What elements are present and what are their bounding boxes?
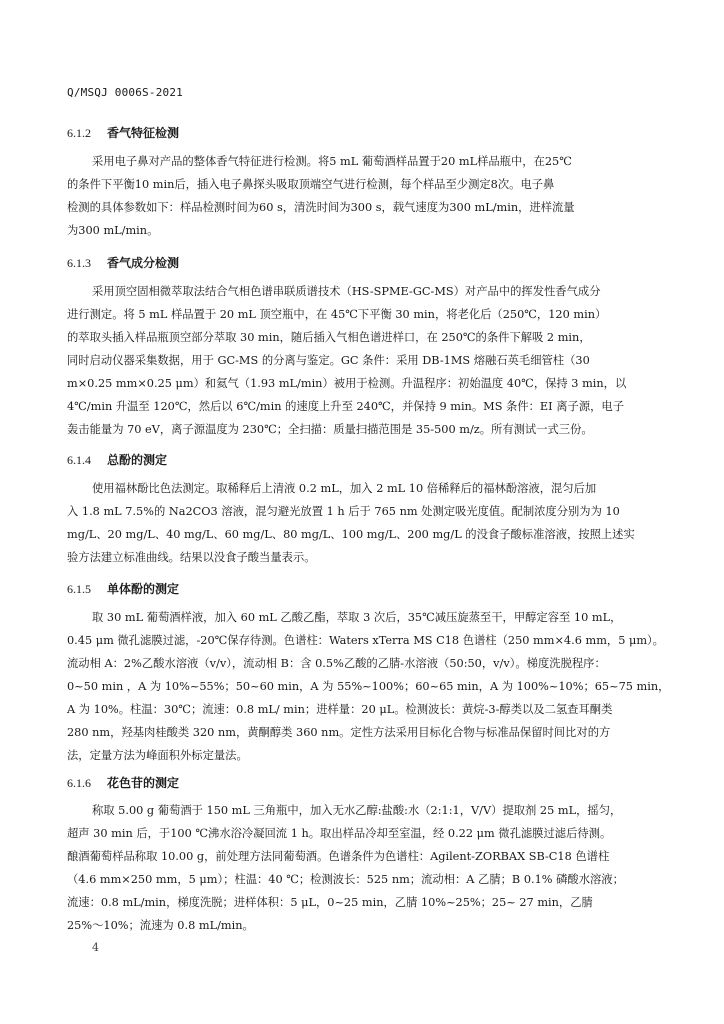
- section-number: 6.1.5: [67, 582, 91, 596]
- paragraph-line: 验方法建立标准曲线。结果以没食子酸当量表示。: [67, 551, 316, 564]
- section-number: 6.1.6: [67, 776, 91, 790]
- paragraph-line: 280 nm，羟基肉桂酸类 320 nm，黄酮醇类 360 nm。定性方法采用目标化合物与标准品保留时间比对的方: [67, 726, 611, 739]
- paragraph-line: 进行测定。将 5 mL 样品置于 20 mL 顶空瓶中，在 45℃下平衡 30 min，将老化后（250℃，120 min）: [67, 308, 607, 321]
- paragraph-line: 检测的具体参数如下：样品检测时间为60 s，清洗时间为300 s，载气速度为300 mL/min，进样流量: [67, 201, 575, 214]
- paragraph-line: 轰击能量为 70 eV，离子源温度为 230℃；全扫描：质量扫描范围是 35-500 m/z。所有测试一式三份。: [67, 423, 593, 436]
- paragraph-line: A 为 10%。柱温：30℃；流速：0.8 mL/ min；进样量：20 μL。检测波长：黄烷-3-醇类以及二氢查耳酮类: [67, 703, 613, 716]
- section-title: 单体酚的测定: [107, 582, 180, 596]
- paragraph-line: 酿酒葡萄样品称取 10.00 g，前处理方法同葡萄酒。色谱条件为色谱柱：Agilent-ZORBAX SB-C18 色谱柱: [67, 850, 610, 863]
- paragraph-line: （4.6 mm×250 mm，5 μm）；柱温：40 ℃；检测波长：525 nm；流动相：A 乙腈；B 0.1% 磷酸水溶液；: [67, 873, 624, 886]
- paragraph-line: 流动相 A：2%乙酸水溶液（v/v），流动相 B：含 0.5%乙酸的乙腈-水溶液（50:50，v/v）。梯度洗脱程序：: [67, 657, 606, 670]
- paragraph-line: 流速：0.8 mL/min，梯度洗脱；进样体积：5 μL，0~25 min，乙腈 10%~25%；25~ 27 min，乙腈: [67, 896, 593, 909]
- paragraph-line: 采用顶空固相微萃取法结合气相色谱串联质谱技术（HS-SPME-GC-MS）对产品中的挥发性香气成分: [92, 285, 601, 298]
- paragraph-line: 4℃/min 升温至 120℃，然后以 6℃/min 的速度上升至 240℃，并保持 9 min。MS 条件：EI 离子源，电子: [67, 400, 625, 413]
- paragraph-line: 为300 mL/min。: [67, 224, 159, 237]
- paragraph-line: 称取 5.00 g 葡萄酒于 150 mL 三角瓶中，加入无水乙醇:盐酸:水（2:1:1，V/V）提取剂 25 mL，摇匀，: [92, 804, 622, 817]
- section-number: 6.1.3: [67, 256, 91, 270]
- paragraph-line: 入 1.8 mL 7.5%的 Na2CO3 溶液，混匀避光放置 1 h 后于 765 nm 处测定吸光度值。配制浓度分别为为 10: [67, 505, 620, 518]
- section-title: 花色苷的测定: [107, 776, 180, 790]
- section-title: 总酚的测定: [107, 453, 168, 467]
- page-number: 4: [92, 941, 99, 954]
- section-title: 香气成分检测: [107, 256, 180, 270]
- section-title: 香气特征检测: [107, 126, 180, 140]
- paragraph-line: 0.45 μm 微孔滤膜过滤，-20℃保存待测。色谱柱：Waters xTerra MS C18 色谱柱（250 mm×4.6 mm，5 μm）。: [67, 634, 664, 647]
- section-heading-6-1-3: [67, 254, 179, 271]
- paragraph-line: 使用福林酚比色法测定。取稀释后上清液 0.2 mL，加入 2 mL 10 倍稀释后的福林酚溶液，混匀后加: [92, 482, 597, 495]
- paragraph-line: 同时启动仪器采集数据，用于 GC-MS 的分离与鉴定。GC 条件：采用 DB-1MS 熔融石英毛细管柱（30: [67, 354, 590, 367]
- paragraph-line: 超声 30 min 后，于100 ℃沸水浴冷凝回流 1 h。取出样品冷却至室温，经 0.22 μm 微孔滤膜过滤后待测。: [67, 827, 612, 840]
- paragraph-line: mg/L、20 mg/L、40 mg/L、60 mg/L、80 mg/L、100 mg/L、200 mg/L 的没食子酸标准溶液，按照上述实: [67, 528, 635, 541]
- section-heading-6-1-2: [67, 124, 179, 141]
- paragraph-line: 法，定量方法为峰面积外标定量法。: [67, 749, 248, 762]
- section-number: 6.1.4: [67, 453, 91, 467]
- paragraph-line: 取 30 mL 葡萄酒样液，加入 60 mL 乙酸乙酯，萃取 3 次后，35℃减压旋蒸至干，甲醇定容至 10 mL，: [92, 611, 622, 624]
- document-code: Q/MSQJ 0006S-2021: [67, 86, 183, 99]
- section-heading-6-1-6: [67, 774, 179, 791]
- paragraph-line: 的条件下平衡10 min后，插入电子鼻探头吸取顶端空气进行检测，每个样品至少测定8次。电子鼻: [67, 178, 555, 191]
- section-heading-6-1-5: [67, 580, 179, 597]
- paragraph-line: 的萃取头插入样品瓶顶空部分萃取 30 min，随后插入气相色谱进样口，在 250℃的条件下解吸 2 min，: [67, 331, 591, 344]
- section-heading-6-1-4: [67, 451, 167, 468]
- paragraph-line: 采用电子鼻对产品的整体香气特征进行检测。将5 mL 葡萄酒样品置于20 mL样品瓶中，在25℃: [92, 155, 572, 168]
- section-number: 6.1.2: [67, 126, 91, 140]
- paragraph-line: 25%～10%；流速为 0.8 mL/min。: [67, 919, 254, 932]
- paragraph-line: 0~50 min ，A 为 10%~55%；50~60 min，A 为 55%~100%；60~65 min，A 为 100%~10%；65~75 min，: [67, 680, 670, 693]
- paragraph-line: m×0.25 mm×0.25 μm）和氦气（1.93 mL/min）被用于检测。升温程序：初始温度 40℃，保持 3 min，以: [67, 377, 627, 390]
